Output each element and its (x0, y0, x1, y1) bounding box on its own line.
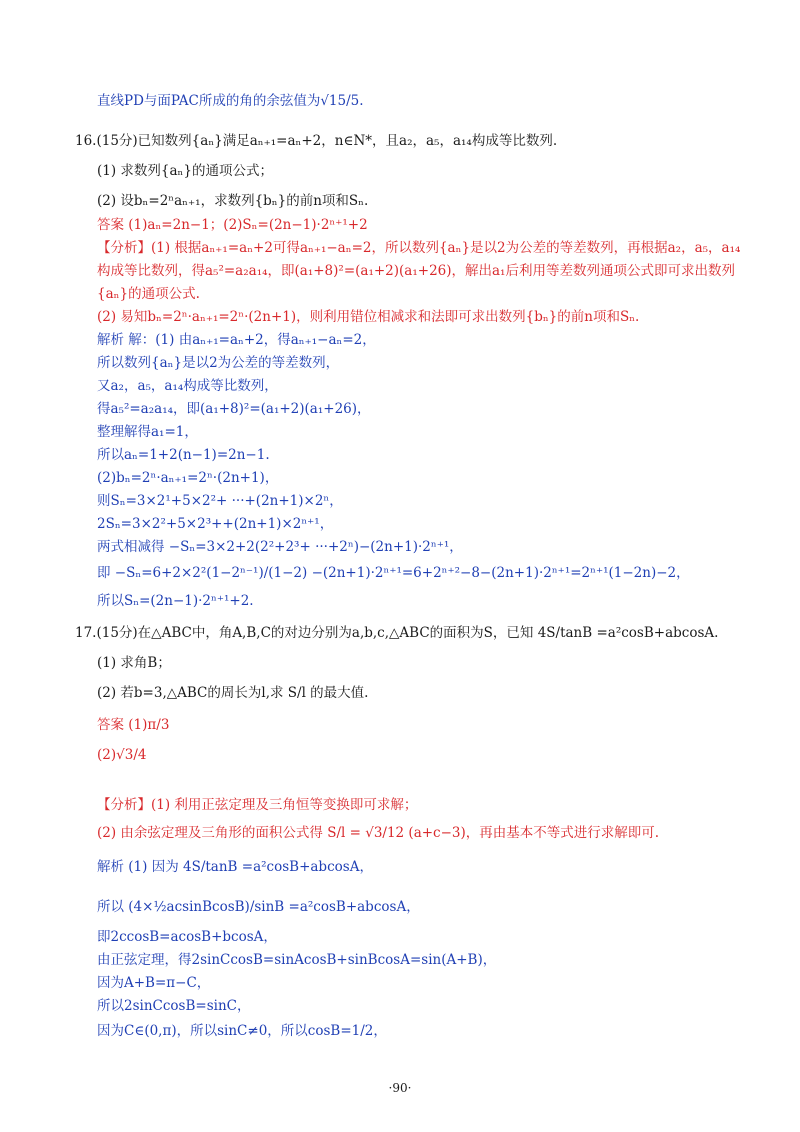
text-line: 所以数列{aₙ}是以2为公差的等差数列， (97, 355, 340, 371)
text-line: 整理解得a₁=1， (97, 424, 198, 440)
text-line: 两式相减得 −Sₙ=3×2+2(2²+2³+ ···+2ⁿ)−(2n+1)·2ⁿ⁺¹， (97, 539, 463, 555)
text-line: 因为A+B=π−C， (97, 975, 211, 991)
text-line: 答案 (1)π/3 (97, 717, 170, 733)
text-line: 所以2sinCcosB=sinC， (97, 998, 251, 1014)
text-line: 16.(15分)已知数列{aₙ}满足aₙ₊₁=aₙ+2，n∈N*，且a₂，a₅，a₁₄构成等比数列. (75, 133, 558, 149)
text-line: {aₙ}的通项公式. (97, 286, 200, 302)
text-line: 由正弦定理，得2sinCcosB=sinAcosB+sinBcosA=sin(A+B)， (97, 952, 497, 968)
text-line: 所以Sₙ=(2n−1)·2ⁿ⁺¹+2. (97, 593, 254, 609)
text-line: 直线PD与面PAC所成的角的余弦值为√15/5. (97, 93, 364, 109)
text-line: (2) 若b=3,△ABC的周长为l,求 S/l 的最大值. (97, 685, 369, 701)
text-line: 答案 (1)aₙ=2n−1；(2)Sₙ=(2n−1)·2ⁿ⁺¹+2 (97, 217, 368, 233)
text-line: 所以aₙ=1+2(n−1)=2n−1. (97, 447, 270, 463)
text-line: (1) 求角B； (97, 655, 171, 671)
text-line: (2) 设bₙ=2ⁿaₙ₊₁，求数列{bₙ}的前n项和Sₙ. (97, 193, 369, 209)
text-line: (1) 求数列{aₙ}的通项公式； (97, 163, 273, 179)
text-line: 即 −Sₙ=6+2×2²(1−2ⁿ⁻¹)/(1−2) −(2n+1)·2ⁿ⁺¹=6+2ⁿ⁺²−8−(2n+1)·2ⁿ⁺¹=2ⁿ⁺¹(1−2n)−2， (97, 565, 690, 581)
text-line: 解析 (1) 因为 4S/tanB =a²cosB+abcosA， (97, 859, 373, 875)
text-line: (2)√3/4 (97, 747, 147, 763)
text-line: 【分析】(1) 根据aₙ₊₁=aₙ+2可得aₙ₊₁−aₙ=2，所以数列{aₙ}是以2为公差的等差数列，再根据a₂，a₅，a₁₄ (97, 240, 741, 256)
text-line: 17.(15分)在△ABC中，角A,B,C的对边分别为a,b,c,△ABC的面积为S，已知 4S/tanB =a²cosB+abcosA. (75, 625, 719, 641)
page-number: ·90· (388, 1081, 412, 1095)
text-line: 则Sₙ=3×2¹+5×2²+ ···+(2n+1)×2ⁿ， (97, 493, 343, 509)
text-line: 即2ccosB=acosB+bcosA， (97, 929, 277, 945)
text-line: (2) 由余弦定理及三角形的面积公式得 S/l = √3/12 (a+c−3)，再由基本不等式进行求解即可. (97, 825, 660, 841)
text-line: 解析 解：(1) 由aₙ₊₁=aₙ+2，得aₙ₊₁−aₙ=2， (97, 332, 376, 348)
text-line: 构成等比数列，得a₅²=a₂a₁₄，即(a₁+8)²=(a₁+2)(a₁+26)，解出a₁后利用等差数列通项公式即可求出数列 (97, 263, 735, 279)
text-line: (2)bₙ=2ⁿ·aₙ₊₁=2ⁿ·(2n+1)， (97, 470, 279, 486)
text-line: 所以 (4×½acsinBcosB)/sinB =a²cosB+abcosA， (97, 899, 420, 915)
text-line: 得a₅²=a₂a₁₄，即(a₁+8)²=(a₁+2)(a₁+26)， (97, 401, 371, 417)
text-line: 因为C∈(0,π)，所以sinC≠0，所以cosB=1/2， (97, 1023, 387, 1039)
text-line: 2Sₙ=3×2²+5×2³++(2n+1)×2ⁿ⁺¹， (97, 516, 334, 532)
text-line: (2) 易知bₙ=2ⁿ·aₙ₊₁=2ⁿ·(2n+1)，则利用错位相减求和法即可求出数列{bₙ}的前n项和Sₙ. (97, 309, 640, 325)
text-line: 又a₂，a₅，a₁₄构成等比数列， (97, 378, 278, 394)
text-line: 【分析】(1) 利用正弦定理及三角恒等变换即可求解； (97, 797, 418, 813)
